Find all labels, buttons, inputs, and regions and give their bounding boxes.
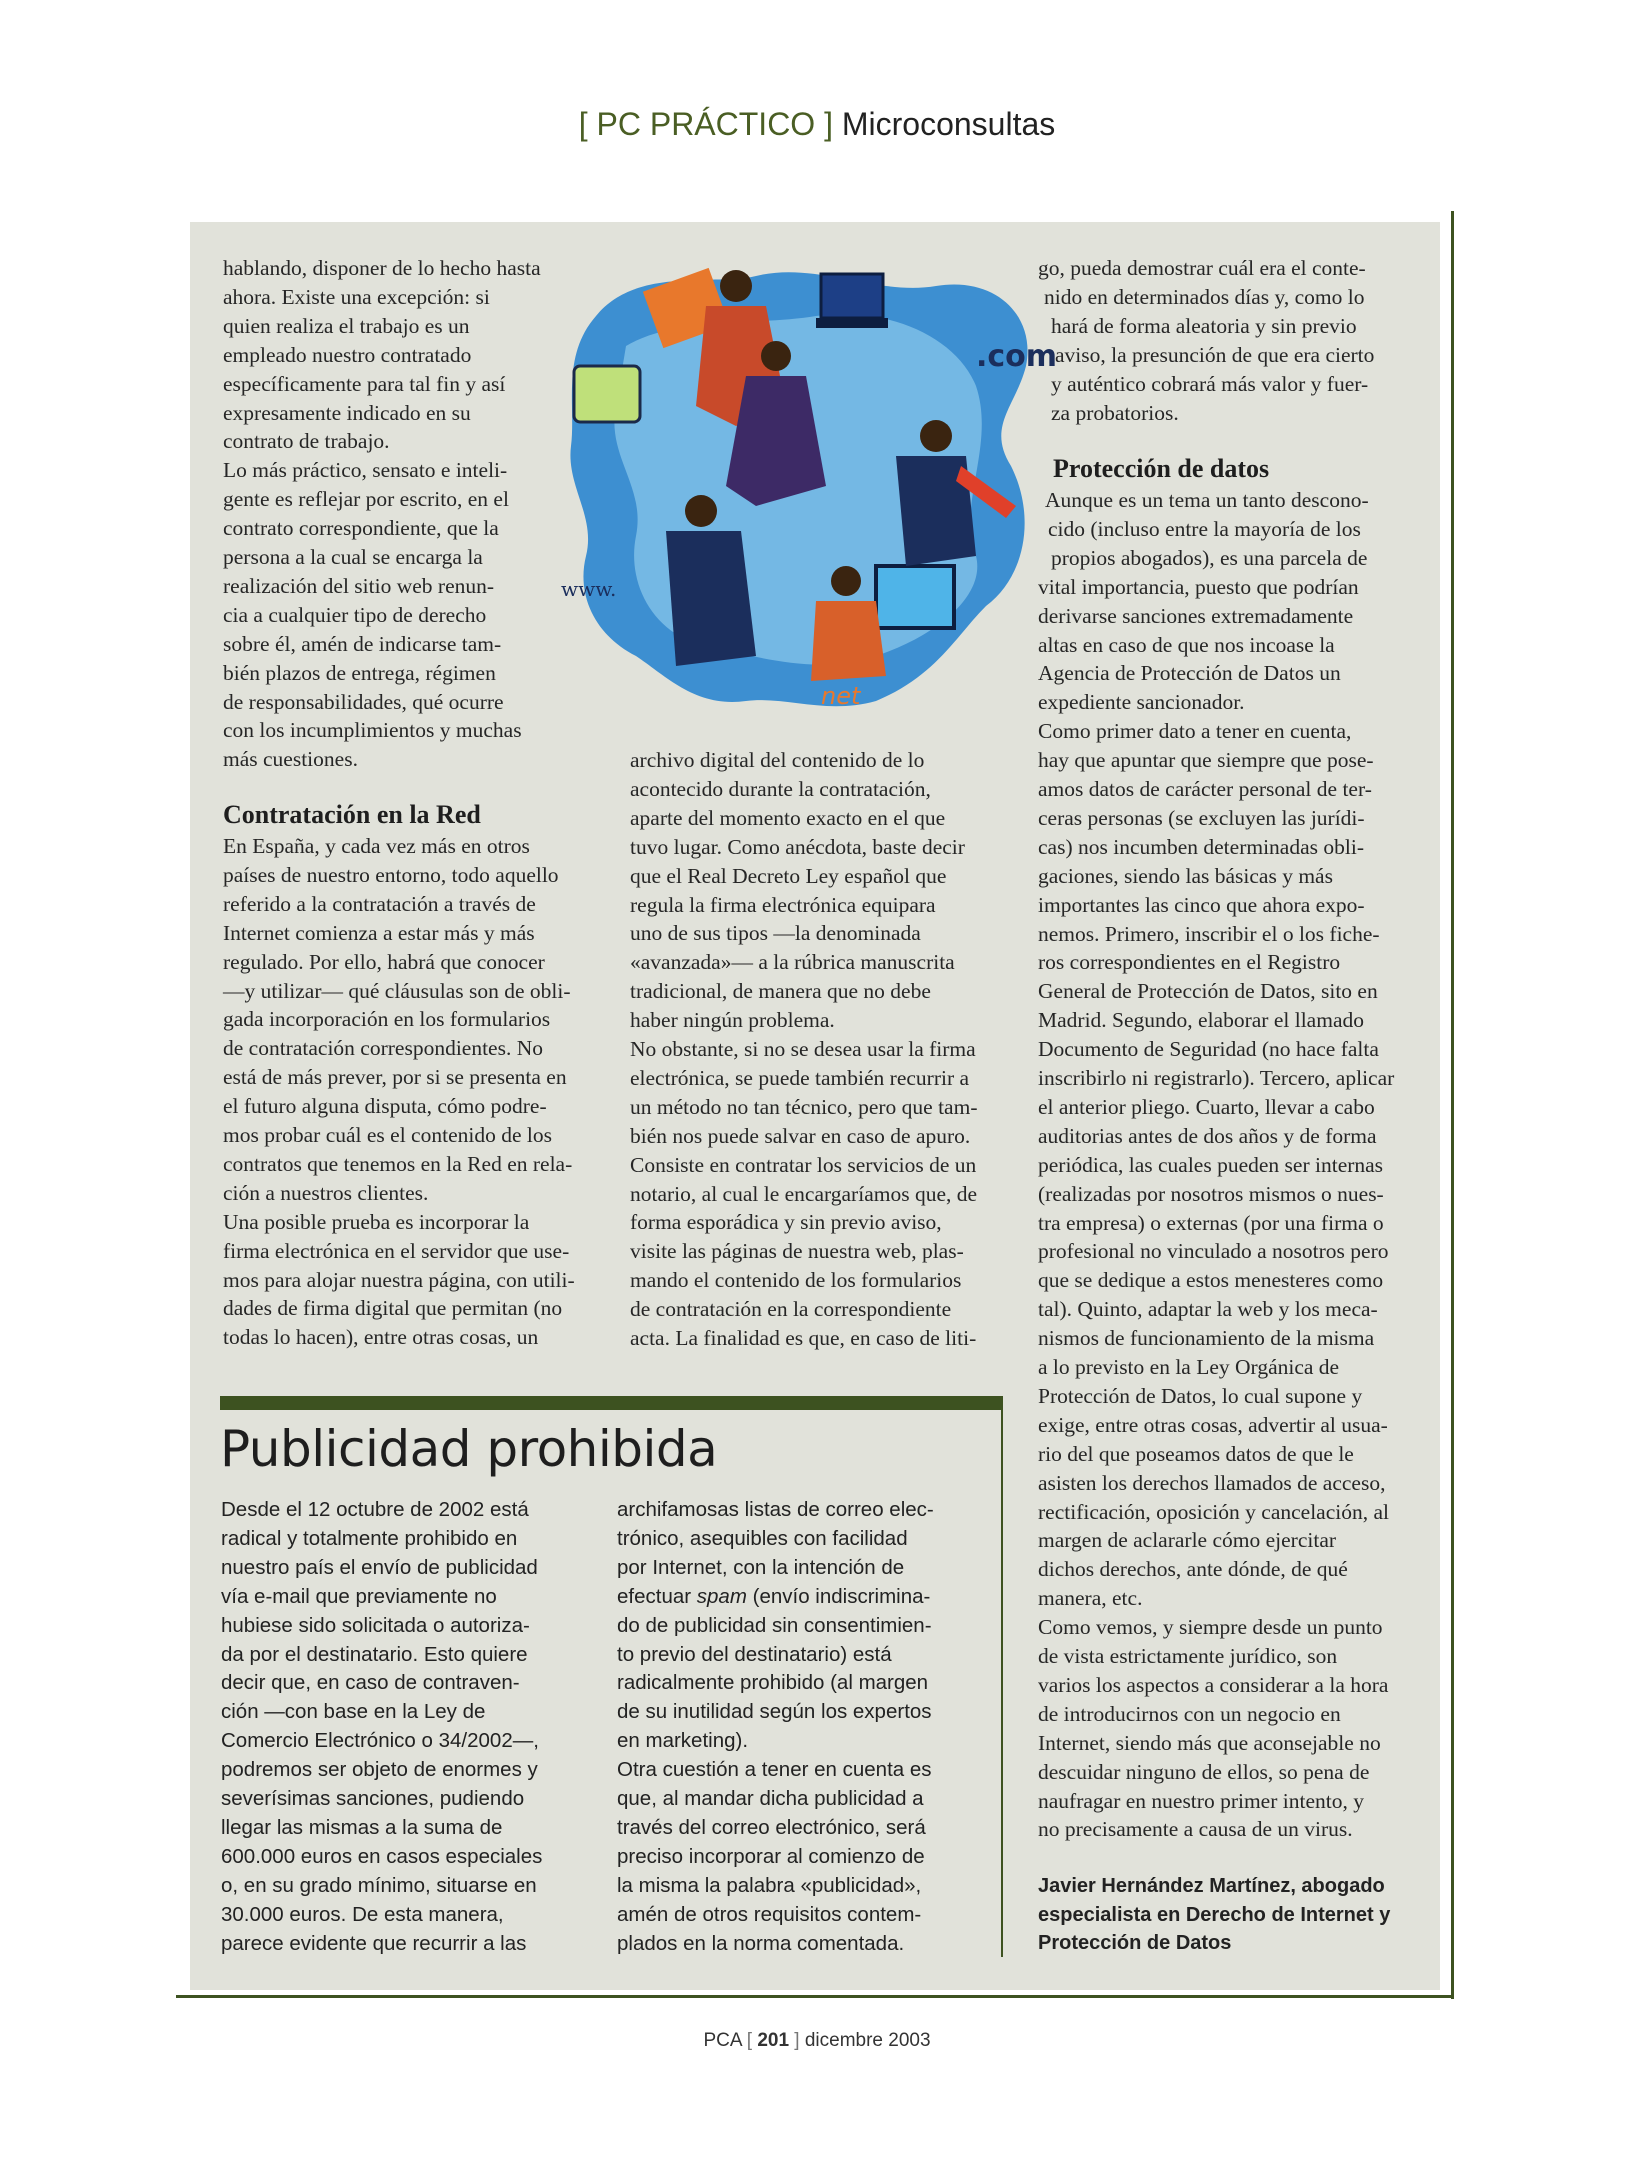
text-line: decir que, en caso de contraven-	[221, 1671, 520, 1695]
text-line: preciso incorporar al comienzo de	[617, 1844, 925, 1868]
text-line: de introducirnos con un negocio en	[1038, 1701, 1341, 1726]
text-line: propios abogados), es una parcela de	[1051, 545, 1368, 570]
text-line: severísimas sanciones, pudiendo	[221, 1787, 525, 1810]
text-line: aviso, la presunción de que era cierto	[1055, 342, 1375, 367]
com-text: .com	[976, 339, 1058, 374]
text-line: —y utilizar— qué cláusulas son de obli-	[223, 978, 571, 1003]
text-line: vía e-mail que previamente no	[221, 1584, 497, 1608]
text-line: ros correspondientes en el Registro	[1038, 950, 1341, 975]
text-line: no precisamente a causa de un virus.	[1038, 1817, 1353, 1842]
text-line: mando el contenido de los formularios	[630, 1268, 962, 1293]
text-line: a lo previsto en la Ley Orgánica de	[1038, 1355, 1340, 1379]
text-line: todas lo hacen), entre otras cosas, un	[223, 1325, 539, 1350]
text-line: radical y totalmente prohibido en	[221, 1526, 518, 1550]
text-line: dades de firma digital que permitan (no	[223, 1296, 563, 1321]
text-line: dichos derechos, ante dónde, de qué	[1038, 1557, 1348, 1582]
text-line: Consiste en contratar los servicios de un	[630, 1152, 977, 1177]
bracket: [	[746, 2030, 753, 2051]
text-line: contratos que tenemos en la Red en rela-	[223, 1151, 573, 1176]
text-line: hablando, disponer de lo hecho hasta	[223, 256, 541, 280]
text-line: amén de otros requisitos contem-	[617, 1902, 922, 1926]
text-line: varios los aspectos a considerar a la hora	[1038, 1672, 1389, 1697]
byline-line: especialista en Derecho de Internet y	[1038, 1904, 1391, 1926]
byline-line: Protección de Datos	[1038, 1932, 1232, 1954]
text-line: países de nuestro entorno, todo aquello	[223, 862, 559, 887]
text-line: Aunque es un tema un tanto descono-	[1045, 488, 1369, 512]
www-text: www.	[561, 577, 617, 601]
text-line: amos datos de carácter personal de ter-	[1038, 777, 1372, 801]
text-line: 30.000 euros. De esta manera,	[221, 1902, 504, 1926]
text-line: plados en la norma comentada.	[617, 1931, 905, 1955]
text-line: en marketing).	[617, 1729, 749, 1753]
issue-date: dicembre 2003	[804, 2030, 931, 2051]
text-line: empleado nuestro contratado	[223, 342, 472, 367]
text-line: Como primer dato a tener en cuenta,	[1038, 719, 1352, 744]
heading-proteccion: Protección de datos	[1053, 454, 1270, 483]
text-line: que, al mandar dicha publicidad a	[617, 1787, 924, 1810]
text-line: profesional no vinculado a nosotros pero	[1038, 1239, 1389, 1264]
text-line: nuestro país el envío de publicidad	[221, 1555, 538, 1579]
text-line: tradicional, de manera que no debe	[630, 979, 931, 1004]
text-line: asisten los derechos llamados de acceso,	[1038, 1470, 1386, 1495]
text-line: za probatorios.	[1051, 400, 1179, 425]
text-line: sobre él, amén de indicarse tam-	[223, 631, 502, 656]
text-line: por Internet, con la intención de	[617, 1555, 905, 1579]
sidebox-title: Publicidad prohibida	[220, 1420, 718, 1478]
text-line: exige, entre otras cosas, advertir al usua-	[1038, 1412, 1388, 1437]
sidebox-right-rule	[1001, 1396, 1003, 1957]
laptop-shape	[821, 274, 883, 318]
text-line: importantes las cinco que ahora expo-	[1038, 892, 1365, 917]
text-line: periódica, las cuales pueden ser internas	[1038, 1152, 1384, 1177]
text-line: archivo digital del contenido de lo	[630, 748, 925, 772]
text-line: Desde el 12 octubre de 2002 está	[221, 1498, 529, 1521]
text-line: gada incorporación en los formularios	[223, 1007, 551, 1032]
text-line: ción a nuestros clientes.	[223, 1180, 429, 1205]
text-line: de contratación correspondientes. No	[223, 1036, 543, 1061]
text-line: ción —con base en la Ley de	[221, 1700, 486, 1724]
text-line: de responsabilidades, qué ocurre	[223, 689, 504, 714]
text-span: (envío indiscrimina-	[746, 1584, 931, 1608]
text-line: da por el destinatario. Esto quiere	[221, 1642, 528, 1666]
text-line: cia a cualquier tipo de derecho	[223, 602, 487, 627]
text-line: Protección de Datos, lo cual supone y	[1038, 1383, 1363, 1408]
text-line: Madrid. Segundo, elaborar el llamado	[1038, 1008, 1364, 1033]
text-line: expresamente indicado en su	[223, 400, 471, 425]
text-line: contrato de trabajo.	[223, 429, 390, 454]
text-line: trónico, asequibles con facilidad	[617, 1526, 908, 1550]
text-line: Lo más práctico, sensato e inteli-	[223, 458, 508, 483]
text-line: contrato correspondiente, que la	[223, 516, 499, 541]
text-line: radicalmente prohibido (al margen	[617, 1671, 929, 1695]
text-line: y auténtico cobrará más valor y fuer-	[1051, 371, 1369, 396]
text-line: derivarse sanciones extremadamente	[1038, 603, 1354, 628]
text-line: el anterior pliego. Cuarto, llevar a cabo	[1038, 1094, 1375, 1119]
text-line: de contratación en la correspondiente	[630, 1297, 952, 1322]
text-line: haber ningún problema.	[630, 1008, 835, 1033]
text-line: (realizadas por nosotros mismos o nues-	[1038, 1181, 1384, 1206]
text-line: to previo del destinatario) está	[617, 1642, 892, 1666]
text-line: que se dedique a estos menesteres como	[1038, 1268, 1384, 1293]
text-line: margen de aclararle cómo ejercitar	[1038, 1528, 1337, 1553]
text-line: naufragar en nuestro primer intento, y	[1038, 1788, 1364, 1813]
text-line: forma esporádica y sin previo aviso,	[630, 1210, 942, 1235]
text-line: que el Real Decreto Ley español que	[630, 863, 947, 888]
text-line: Documento de Seguridad (no hace falta	[1038, 1037, 1379, 1062]
text-line: mos probar cuál es el contenido de los	[223, 1123, 552, 1147]
text-line: Internet, siendo más que aconsejable no	[1038, 1730, 1381, 1755]
text-line: rio del que poseamos datos de que le	[1038, 1441, 1354, 1466]
text-line: hará de forma aleatoria y sin previo	[1051, 313, 1357, 338]
text-line: archifamosas listas de correo elec-	[617, 1498, 934, 1521]
text-line: En España, y cada vez más en otros	[223, 834, 530, 858]
emphasis-text: spam	[696, 1584, 747, 1608]
text-line: go, pueda demostrar cuál era el conte-	[1038, 256, 1366, 280]
text-line: acta. La finalidad es que, en caso de liti-	[630, 1326, 977, 1350]
net-text: net	[821, 682, 861, 710]
text-line: bién nos puede salvar en caso de apuro.	[630, 1123, 971, 1148]
text-line: parece evidente que recurrir a las	[221, 1931, 527, 1955]
text-line: el futuro alguna disputa, cómo podre-	[223, 1094, 547, 1119]
text-line: «avanzada»— a la rúbrica manuscrita	[630, 950, 955, 975]
text-line: No obstante, si no se desea usar la firma	[630, 1037, 976, 1061]
text-line: uno de sus tipos —la denominada	[630, 921, 921, 946]
page-footer	[0, 2030, 1634, 2052]
text-line: gaciones, siendo las básicas y más	[1038, 863, 1333, 888]
text-line: bién plazos de entrega, régimen	[223, 660, 496, 685]
text-line: cas) nos incumben determinadas obli-	[1038, 834, 1364, 859]
bracket: ]	[794, 2030, 800, 2051]
subsection-label: Microconsultas	[841, 106, 1056, 142]
text-span: efectuar	[617, 1584, 697, 1608]
magazine-name: PCA	[703, 2030, 742, 2051]
text-line: nemos. Primero, inscribir el o los fiche-	[1038, 921, 1380, 946]
text-line: está de más prever, por si se presenta en	[223, 1065, 567, 1090]
text-line: Una posible prueba es incorporar la	[223, 1209, 530, 1234]
text-line: manera, etc.	[1038, 1586, 1143, 1611]
section-label: [ PC PRÁCTICO ]	[578, 106, 833, 142]
text-line: electrónica, se puede también recurrir a	[630, 1065, 970, 1090]
text-line: visite las páginas de nuestra web, plas-	[630, 1239, 964, 1264]
text-line: través del correo electrónico, será	[617, 1815, 926, 1839]
text-line: tra empresa) o externas (por una firma o	[1038, 1210, 1384, 1235]
text-line: hubiese sido solicitada o autoriza-	[221, 1613, 530, 1637]
text-line: inscribirlo ni registrarlo). Tercero, aplicar	[1038, 1066, 1395, 1090]
text-line: tuvo lugar. Como anécdota, baste decir	[630, 834, 965, 859]
text-line: rectificación, oposición y cancelación, al	[1038, 1499, 1390, 1524]
business-people-illustration	[556, 256, 1058, 715]
text-line: General de Protección de Datos, sito en	[1038, 979, 1378, 1004]
text-line: firma electrónica en el servidor que use-	[223, 1238, 570, 1263]
text-line: Agencia de Protección de Datos un	[1038, 661, 1341, 686]
text-line: do de publicidad sin consentimien-	[617, 1613, 932, 1637]
page-number: 201	[757, 2030, 790, 2051]
text-line: expediente sancionador.	[1038, 690, 1245, 715]
text-line	[617, 1583, 930, 1611]
text-line: un método no tan técnico, pero que tam-	[630, 1094, 978, 1119]
text-line: llegar las mismas a la suma de	[221, 1815, 503, 1839]
byline-line: Javier Hernández Martínez, abogado	[1038, 1875, 1385, 1897]
text-line: nido en determinados días y, como lo	[1044, 284, 1365, 309]
text-line: Comercio Electrónico o 34/2002—,	[221, 1729, 539, 1753]
text-line: gente es reflejar por escrito, en el	[223, 487, 509, 512]
text-line: notario, al cual le encargaríamos que, de	[630, 1181, 978, 1206]
text-line: descuidar ninguno de ellos, so pena de	[1038, 1759, 1370, 1784]
text-line: aparte del momento exacto en el que	[630, 805, 946, 830]
text-line: la misma la palabra «publicidad»,	[617, 1873, 922, 1897]
monitor-shape	[876, 566, 954, 628]
text-line: regula la firma electrónica equipara	[630, 892, 936, 917]
bottom-rule-divider	[176, 1995, 1454, 1998]
text-line: específicamente para tal fin y así	[223, 371, 506, 396]
text-line: 600.000 euros en casos especiales	[221, 1844, 543, 1868]
text-line: regulado. Por ello, habrá que conocer	[223, 949, 545, 974]
text-line: ahora. Existe una excepción: si	[223, 284, 490, 309]
text-line: con los incumplimientos y muchas	[223, 718, 522, 743]
text-line: acontecido durante la contratación,	[630, 776, 931, 801]
text-line: Como vemos, y siempre desde un punto	[1038, 1615, 1383, 1640]
text-line: realización del sitio web renun-	[223, 573, 495, 598]
text-line: tal). Quinto, adaptar la web y los meca-	[1038, 1297, 1378, 1322]
text-line: quien realiza el trabajo es un	[223, 313, 470, 338]
tablet-shape	[574, 366, 640, 422]
text-line: de vista estrictamente jurídico, son	[1038, 1644, 1338, 1668]
text-line: ceras personas (se excluyen las jurídi-	[1038, 805, 1365, 830]
right-rule-divider	[1451, 211, 1454, 1999]
text-line: más cuestiones.	[223, 747, 358, 772]
text-line: vital importancia, puesto que podrían	[1038, 574, 1359, 599]
text-line: auditorias antes de dos años y de forma	[1038, 1123, 1377, 1148]
text-line: podremos ser objeto de enormes y	[221, 1758, 538, 1782]
text-line: hay que apuntar que siempre que pose-	[1038, 748, 1374, 773]
text-line: persona a la cual se encarga la	[223, 545, 483, 569]
text-line: de su inutilidad según los expertos	[617, 1700, 932, 1724]
page-header	[0, 106, 1634, 143]
text-line: Internet comienza a estar más y más	[223, 920, 535, 945]
text-line: o, en su grado mínimo, situarse en	[221, 1873, 537, 1897]
text-line: referido a la contratación a través de	[223, 891, 536, 916]
text-line: nismos de funcionamiento de la misma	[1038, 1326, 1375, 1351]
text-line: mos para alojar nuestra página, con utili-	[223, 1267, 575, 1292]
text-line: cido (incluso entre la mayoría de los	[1048, 516, 1361, 541]
sidebox-top-bar	[220, 1396, 1003, 1410]
text-line: Otra cuestión a tener en cuenta es	[617, 1758, 932, 1782]
text-line: altas en caso de que nos incoase la	[1038, 632, 1335, 657]
heading-contratacion: Contratación en la Red	[223, 800, 481, 829]
